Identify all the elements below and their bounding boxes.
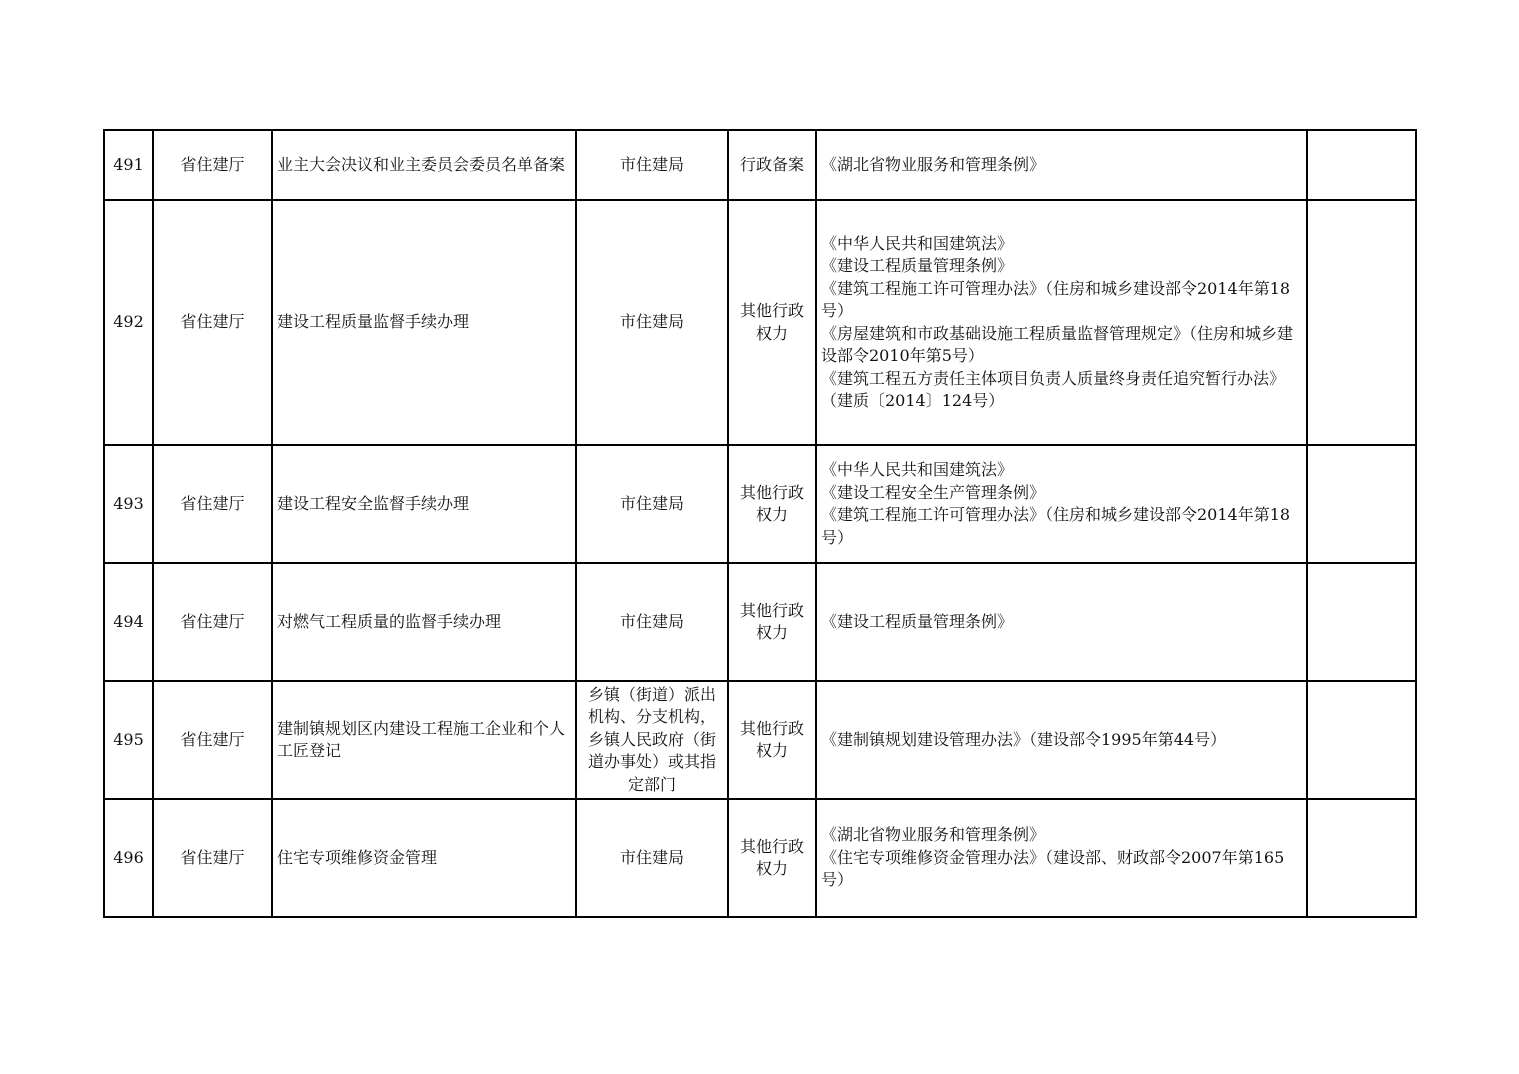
power-list-table: [103, 129, 1417, 918]
implementer-cell: 乡镇（街道）派出机构、分支机构，乡镇人民政府（街道办事处）或其指定部门: [576, 681, 728, 799]
item-name-cell: 住宅专项维修资金管理: [272, 799, 576, 917]
row-number: 496: [104, 799, 153, 917]
row-number: 492: [104, 200, 153, 445]
row-number: 495: [104, 681, 153, 799]
note-cell: [1307, 563, 1416, 681]
note-cell: [1307, 681, 1416, 799]
legal-basis-line: 《建筑工程施工许可管理办法》（住房和城乡建设部令2014年第18号）: [821, 505, 1291, 547]
legal-basis-cell: [816, 200, 1307, 445]
implementer-cell: 市住建局: [576, 200, 728, 445]
legal-basis-line: 《湖北省物业服务和管理条例》: [821, 154, 1046, 174]
item-name-cell: 建设工程质量监督手续办理: [272, 200, 576, 445]
implementer-cell: 市住建局: [576, 445, 728, 563]
department-cell: 省住建厅: [153, 799, 272, 917]
legal-basis-line: 《建设工程安全生产管理条例》: [821, 482, 1046, 502]
table-row: [104, 200, 1416, 445]
legal-basis-line: 《房屋建筑和市政基础设施工程质量监督管理规定》（住房和城乡建设部令2010年第5号）: [821, 323, 1294, 365]
legal-basis-cell: [816, 563, 1307, 681]
item-name-cell: 对燃气工程质量的监督手续办理: [272, 563, 576, 681]
category-cell: 其他行政权力: [728, 445, 816, 563]
table-row: [104, 563, 1416, 681]
implementer-cell: 市住建局: [576, 563, 728, 681]
table-row: [104, 681, 1416, 799]
legal-basis-cell: [816, 130, 1307, 200]
category-cell: 行政备案: [728, 130, 816, 200]
department-cell: 省住建厅: [153, 130, 272, 200]
table-body: [104, 130, 1416, 917]
note-cell: [1307, 200, 1416, 445]
note-cell: [1307, 130, 1416, 200]
implementer-cell: 市住建局: [576, 799, 728, 917]
row-number: 493: [104, 445, 153, 563]
category-cell: 其他行政权力: [728, 681, 816, 799]
department-cell: 省住建厅: [153, 445, 272, 563]
category-cell: 其他行政权力: [728, 563, 816, 681]
table-row: [104, 445, 1416, 563]
department-cell: 省住建厅: [153, 200, 272, 445]
item-name-cell: 建设工程安全监督手续办理: [272, 445, 576, 563]
legal-basis-cell: [816, 799, 1307, 917]
legal-basis-line: 《建筑工程施工许可管理办法》（住房和城乡建设部令2014年第18号）: [821, 278, 1291, 320]
legal-basis-line: 《中华人民共和国建筑法》: [821, 460, 1014, 479]
implementer-cell: 市住建局: [576, 130, 728, 200]
table-row: [104, 799, 1416, 917]
legal-basis-cell: [816, 681, 1307, 799]
item-name-cell: 建制镇规划区内建设工程施工企业和个人工匠登记: [272, 681, 576, 799]
row-number: 494: [104, 563, 153, 681]
note-cell: [1307, 799, 1416, 917]
legal-basis-line: 《建设工程质量管理条例》: [821, 256, 1014, 275]
department-cell: 省住建厅: [153, 563, 272, 681]
legal-basis-cell: [816, 445, 1307, 563]
legal-basis-line: 《建制镇规划建设管理办法》（建设部令1995年第44号）: [821, 729, 1227, 749]
category-cell: 其他行政权力: [728, 799, 816, 917]
category-cell: 其他行政权力: [728, 200, 816, 445]
legal-basis-line: 《建设工程质量管理条例》: [821, 611, 1014, 631]
note-cell: [1307, 445, 1416, 563]
legal-basis-line: 《中华人民共和国建筑法》: [821, 233, 1014, 253]
legal-basis-line: 《住宅专项维修资金管理办法》（建设部、财政部令2007年第165号）: [821, 847, 1285, 890]
table-row: [104, 130, 1416, 200]
legal-basis-line: 《建筑工程五方责任主体项目负责人质量终身责任追究暂行办法》（建质〔2014〕124号）: [821, 368, 1286, 410]
item-name-cell: 业主大会决议和业主委员会委员名单备案: [272, 130, 576, 200]
department-cell: 省住建厅: [153, 681, 272, 799]
legal-basis-line: 《湖北省物业服务和管理条例》: [821, 825, 1046, 845]
row-number: 491: [104, 130, 153, 200]
